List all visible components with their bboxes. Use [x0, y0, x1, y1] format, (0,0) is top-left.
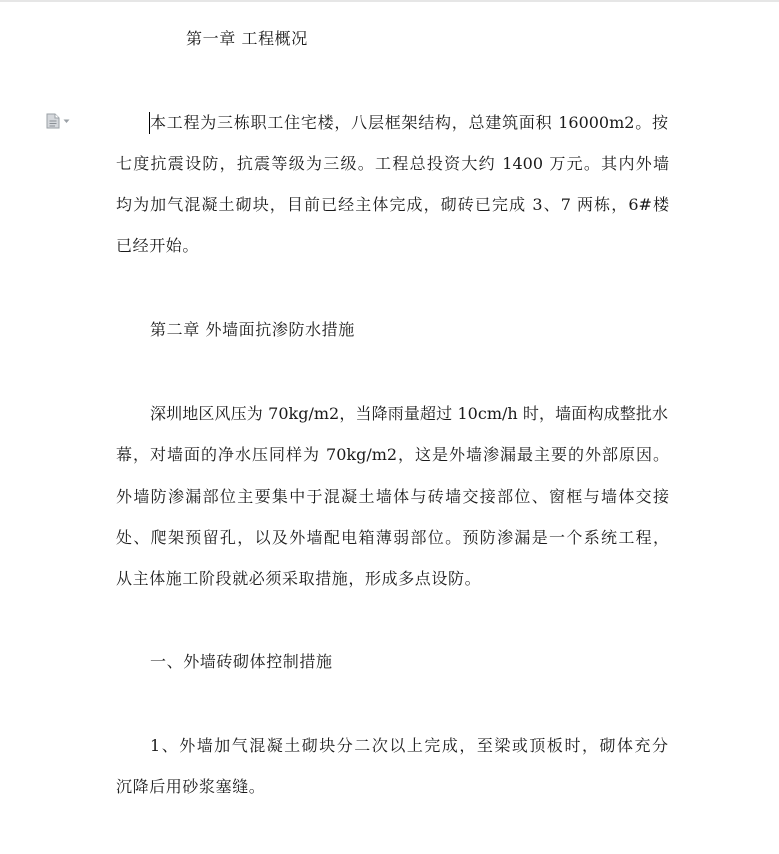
- para3-line-1: 1、外墙加气混凝土砌块分二次以上完成，至梁或顶板时，砌体充分: [150, 736, 668, 755]
- section1-title: 一、外墙砖砌体控制措施: [150, 652, 333, 671]
- para2-line-5: 从主体施工阶段就必须采取措施，形成多点设防。: [116, 569, 482, 588]
- para2-line-1: 深圳地区风压为 70kg/m2，当降雨量超过 10cm/h 时，墙面构成整批水: [150, 404, 668, 423]
- chapter1-title: 第一章 工程概况: [186, 29, 308, 48]
- para2-line-2: 幕，对墙面的净水压同样为 70kg/m2，这是外墙渗漏最主要的外部原因。: [116, 445, 669, 464]
- para3-line-2: 沉降后用砂浆塞缝。: [116, 777, 266, 796]
- para1-line-3: 均为加气混凝土砌块，目前已经主体完成，砌砖已完成 3、7 两栋，6#楼: [116, 195, 669, 214]
- para1-line-1: 本工程为三栋职工住宅楼，八层框架结构，总建筑面积 16000m2。按: [150, 113, 668, 132]
- para2-line-4: 处、爬架预留孔，以及外墙配电箱薄弱部位。预防渗漏是一个系统工程，: [116, 528, 669, 547]
- chapter2-title: 第二章 外墙面抗渗防水措施: [150, 320, 355, 339]
- para2-line-3: 外墙防渗漏部位主要集中于混凝土墙体与砖墙交接部位、窗框与墙体交接: [116, 487, 669, 506]
- para1-line-2: 七度抗震设防，抗震等级为三级。工程总投资大约 1400 万元。其内外墙: [116, 154, 669, 173]
- para1-line-4: 已经开始。: [116, 236, 200, 255]
